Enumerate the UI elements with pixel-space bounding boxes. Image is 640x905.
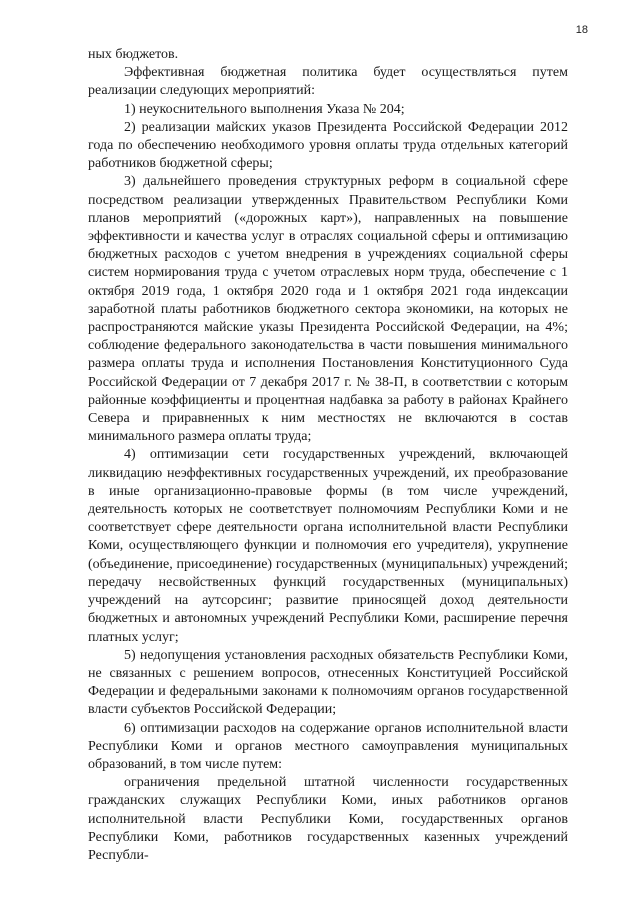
- paragraph-item-3: 3) дальнейшего проведения структурных реформ в социальной сфере посредством реализации утвержденных Правительством Республики Коми планов мероприятий («дорожных карт»), направленных на повышение эффективности и качества услуг в отраслях социальной сферы и оптимизацию бюджетных расходов с учетом внедрения в учреждениях социальной сферы систем нормирования труда с учетом отраслевых норм труда, обеспечение с 1 октября 2019 года, 1 октября 2020 года и 1 октября 2021 года индексации заработной платы работников бюджетного сектора экономики, на которых не распространяются майские указы Президента Российской Федерации, на 4%; соблюдение федерального законодательства в части повышения минимального размера оплаты труда и исполнения Постановления Конституционного Суда Российской Федерации от 7 декабря 2017 г. № 38-П, в соответствии с которым районные коэффициенты и процентная надбавка за работу в районах Крайнего Севера и приравненных к ним местностях не включаются в состав минимального размера оплаты труда;: [88, 174, 568, 445]
- paragraph-item-6: 6) оптимизации расходов на содержание органов исполнительной власти Республики Коми и органов местного самоуправления муниципальных образований, в том числе путем:: [88, 720, 568, 772]
- paragraph-item-5: 5) недопущения установления расходных обязательств Республики Коми, не связанных с решением вопросов, отнесенных Конституцией Российской Федерации и федеральными законами к полномочиям органов государственной власти субъектов Российской Федерации;: [88, 647, 568, 718]
- page-number: 18: [575, 24, 588, 36]
- paragraph-item-4: 4) оптимизации сети государственных учреждений, включающей ликвидацию неэффективных государственных учреждений, их преобразование в иные организационно-правовые формы (в том числе учреждений, деятельность которых не соответствует полномочиям Республики Коми и не соответствует сфере деятельности органа исполнительной власти Республики Коми, осуществляющего функции и полномочия его учредителя), укрупнение (объединение, присоединение) государственных (муниципальных) учреждений; передачу несвойственных функций государственных (муниципальных) учреждений на аутсорсинг; развитие приносящей доход деятельности бюджетных и автономных учреждений Республики Коми, расширение перечня платных услуг;: [88, 447, 568, 645]
- paragraph-continuation: ных бюджетов.: [88, 47, 179, 62]
- paragraph-item-2: 2) реализации майских указов Президента Российской Федерации 2012 года по обеспечению необходимого уровня оплаты труда отдельных категорий работников бюджетной сферы;: [88, 119, 568, 172]
- paragraph-item-6-sub: ограничения предельной штатной численности государственных гражданских служащих Республики Коми, иных работников органов исполнительной власти Республики Коми, государственных органов Республики Коми, работников государственных казенных учреждений Республи-: [88, 775, 568, 863]
- paragraph-item-1: 1) неукоснительного выполнения Указа № 204;: [124, 101, 405, 117]
- paragraph-intro: Эффективная бюджетная политика будет осуществляться путем реализации следующих мероприятий:: [88, 65, 568, 99]
- document-body: [88, 46, 568, 865]
